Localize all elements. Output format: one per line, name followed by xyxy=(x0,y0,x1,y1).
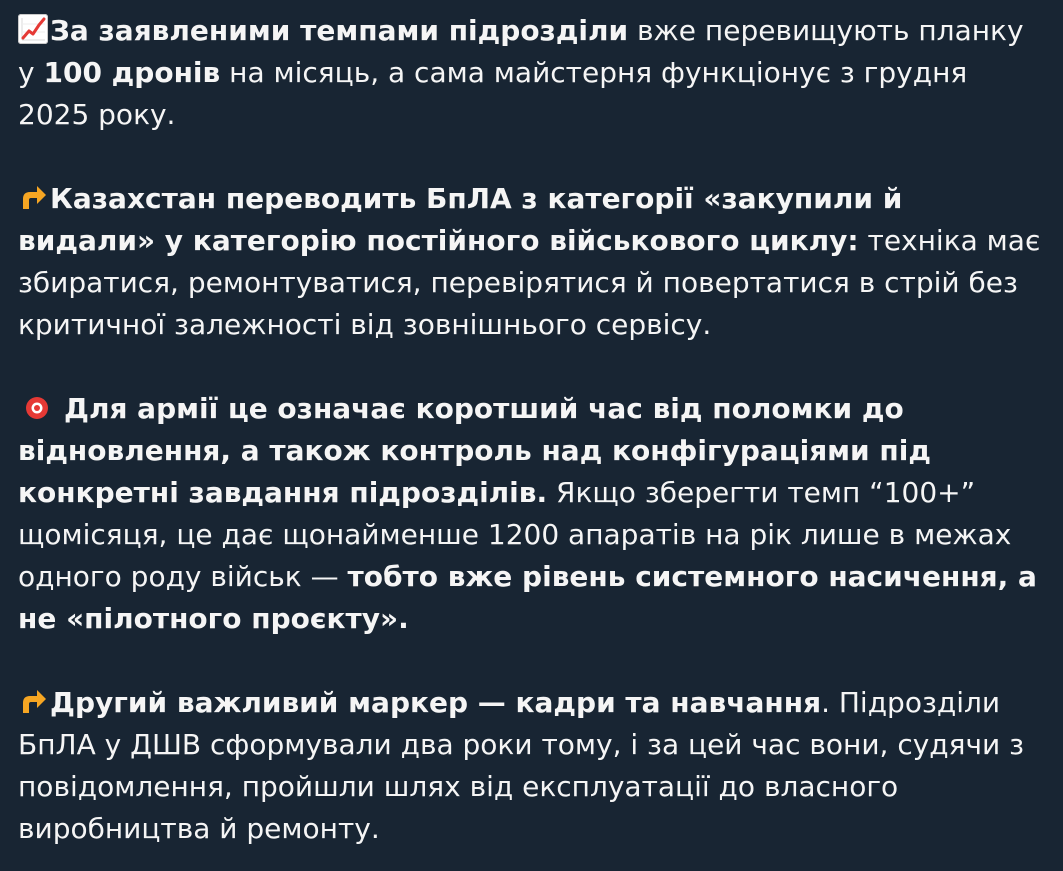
paragraph-2-text: техніка має збиратися, ремонтуватися, перевірятися й повертатися в стрій без критичної залежності від зовнішнього сервісу. xyxy=(18,224,1041,341)
chart-increasing-icon xyxy=(18,14,48,44)
paragraph-1-bold-lead: За заявленими темпами підрозділи xyxy=(50,14,629,47)
paragraph-1-bold-mid: 100 дронів xyxy=(43,56,221,89)
right-arrow-curving-up-icon xyxy=(18,686,48,716)
paragraph-military-cycle xyxy=(18,178,1045,346)
paragraph-4-text: . Підрозділи БпЛА у ДШВ сформували два роки тому, і за цей час вони, судячи з повідомлення, пройшли шлях від експлуатації до власного виробництва й ремонту. xyxy=(18,686,1025,845)
red-circle-target-icon xyxy=(24,395,50,421)
paragraph-3-bold-tail: тобто вже рівень системного насичення, а не «пілотного проєкту». xyxy=(18,560,1037,635)
paragraph-production-rate xyxy=(18,10,1045,136)
paragraph-4-bold-lead: Другий важливий маркер — кадри та навчання xyxy=(50,686,822,719)
paragraph-personnel-training xyxy=(18,682,1045,850)
paragraph-army-impact xyxy=(18,388,1045,640)
paragraph-3-text: Якщо зберегти темп “100+” щомісяця, це дає щонайменше 1200 апаратів на рік лише в межах одного роду військ — xyxy=(18,476,1012,593)
right-arrow-curving-up-icon xyxy=(18,182,48,212)
paragraph-1-text: вже перевищують планку у xyxy=(18,14,1024,89)
paragraph-3-bold-lead: Для армії це означає коротший час від поломки до відновлення, а також контроль над конфігураціями під конкретні завдання підрозділів. xyxy=(18,392,931,509)
paragraph-1-text-end: на місяць, а сама майстерня функціонує з грудня 2025 року. xyxy=(18,56,968,131)
paragraph-2-bold-lead: Казахстан переводить БпЛА з категорії «закупили й видали» у категорію постійного військового циклу: xyxy=(18,182,903,257)
